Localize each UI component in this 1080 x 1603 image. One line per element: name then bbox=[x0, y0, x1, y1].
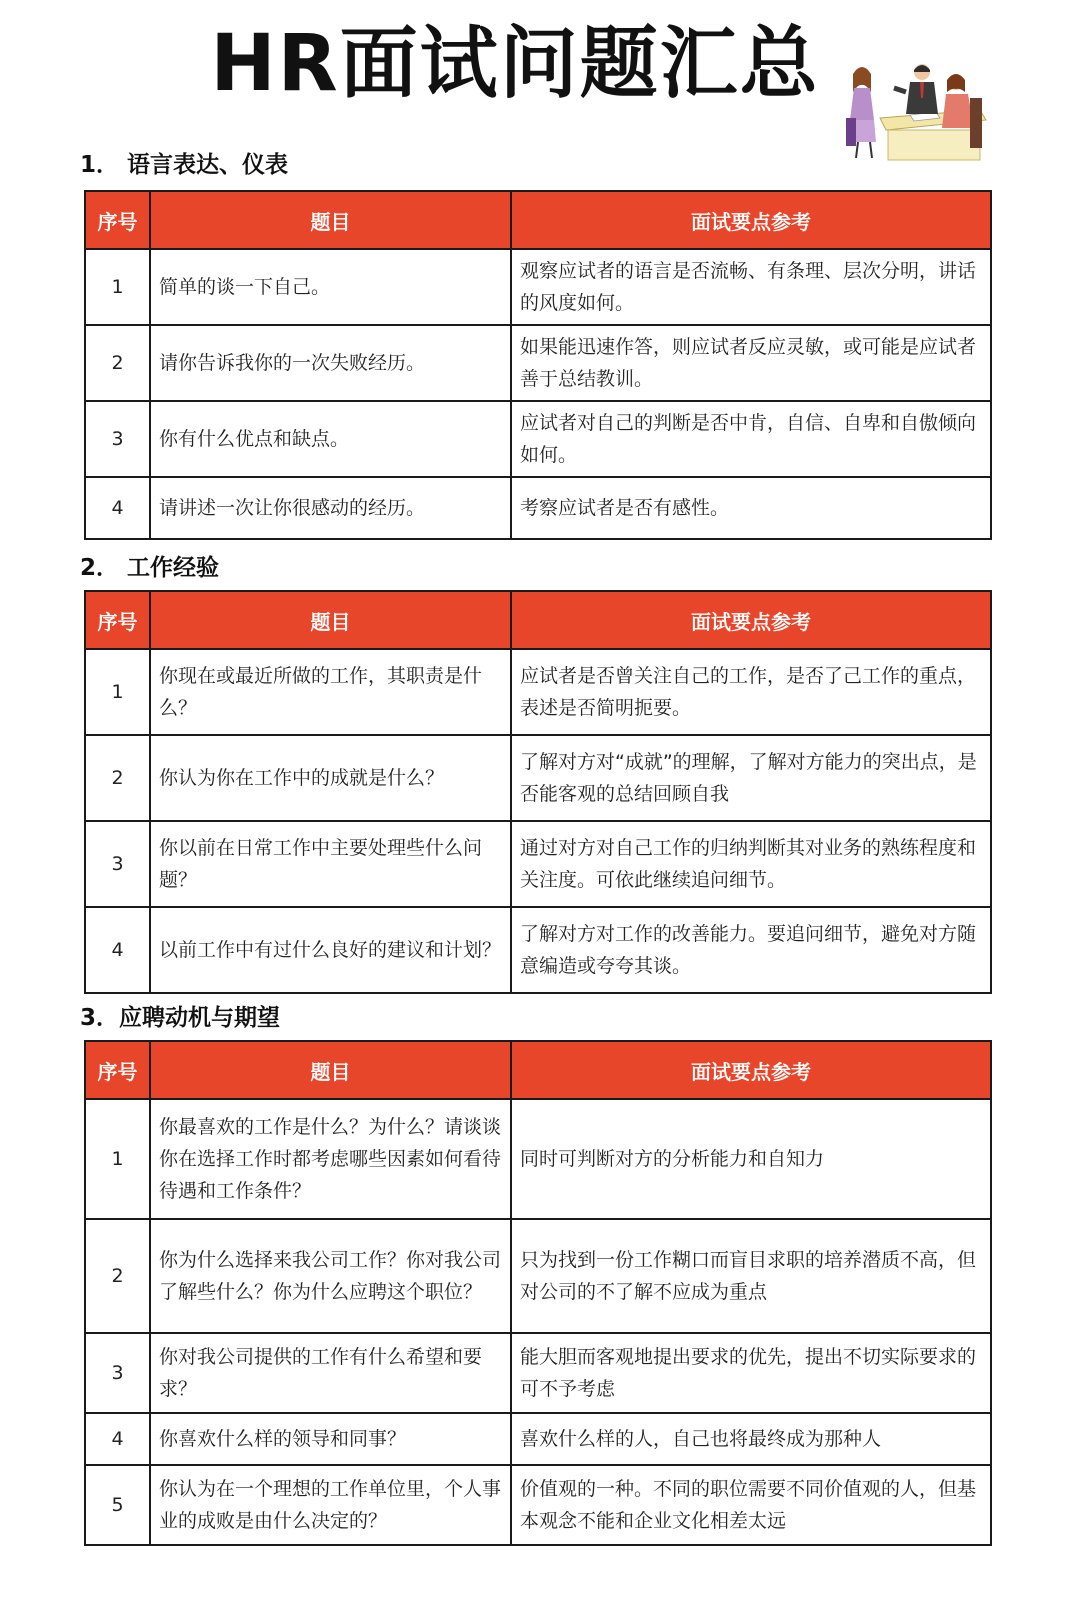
row-num: 1 bbox=[85, 649, 150, 735]
section-heading: 2． 工作经验 bbox=[80, 555, 220, 581]
row-question: 你以前在日常工作中主要处理些什么问题？ bbox=[150, 821, 511, 907]
table-row bbox=[85, 821, 991, 907]
section-heading: 3．应聘动机与期望 bbox=[80, 1005, 281, 1031]
row-num: 2 bbox=[85, 1219, 150, 1333]
row-num: 4 bbox=[85, 1413, 150, 1465]
section-table bbox=[84, 590, 992, 994]
row-key-point: 喜欢什么样的人，自己也将最终成为那种人 bbox=[511, 1413, 991, 1465]
table-header-row bbox=[85, 1041, 991, 1099]
table-row bbox=[85, 401, 991, 477]
header-question: 题目 bbox=[150, 1041, 511, 1099]
row-num: 1 bbox=[85, 249, 150, 325]
section-heading: 1． 语言表达、仪表 bbox=[80, 152, 289, 178]
section-table bbox=[84, 1040, 992, 1546]
row-num: 3 bbox=[85, 1333, 150, 1413]
row-question: 你有什么优点和缺点。 bbox=[150, 401, 511, 477]
row-question: 你现在或最近所做的工作，其职责是什么？ bbox=[150, 649, 511, 735]
row-key-point: 了解对方对工作的改善能力。要追问细节，避免对方随意编造或夸夸其谈。 bbox=[511, 907, 991, 993]
row-question: 请讲述一次让你很感动的经历。 bbox=[150, 477, 511, 539]
table-row bbox=[85, 325, 991, 401]
row-key-point: 同时可判断对方的分析能力和自知力 bbox=[511, 1099, 991, 1219]
row-question: 你认为你在工作中的成就是什么？ bbox=[150, 735, 511, 821]
row-key-point: 只为找到一份工作糊口而盲目求职的培养潜质不高，但对公司的不了解不应成为重点 bbox=[511, 1219, 991, 1333]
table-row bbox=[85, 1413, 991, 1465]
row-question: 你为什么选择来我公司工作？你对我公司了解些什么？你为什么应聘这个职位？ bbox=[150, 1219, 511, 1333]
table-row bbox=[85, 1219, 991, 1333]
row-question: 你对我公司提供的工作有什么希望和要求？ bbox=[150, 1333, 511, 1413]
table-row bbox=[85, 477, 991, 539]
row-num: 2 bbox=[85, 735, 150, 821]
header-key-points: 面试要点参考 bbox=[511, 1041, 991, 1099]
row-question: 你认为在一个理想的工作单位里，个人事业的成败是由什么决定的？ bbox=[150, 1465, 511, 1545]
header-num: 序号 bbox=[85, 191, 150, 249]
row-num: 4 bbox=[85, 477, 150, 539]
row-num: 3 bbox=[85, 821, 150, 907]
row-key-point: 通过对方对自己工作的归纳判断其对业务的熟练程度和关注度。可依此继续追问细节。 bbox=[511, 821, 991, 907]
table-row bbox=[85, 249, 991, 325]
row-key-point: 如果能迅速作答，则应试者反应灵敏，或可能是应试者善于总结教训。 bbox=[511, 325, 991, 401]
row-key-point: 价值观的一种。不同的职位需要不同价值观的人，但基本观念不能和企业文化相差太远 bbox=[511, 1465, 991, 1545]
page-title: HR面试问题汇总 bbox=[210, 19, 820, 109]
row-num: 5 bbox=[85, 1465, 150, 1545]
header-num: 序号 bbox=[85, 591, 150, 649]
row-question: 请你告诉我你的一次失败经历。 bbox=[150, 325, 511, 401]
row-key-point: 能大胆而客观地提出要求的优先，提出不切实际要求的可不予考虑 bbox=[511, 1333, 991, 1413]
table-row bbox=[85, 907, 991, 993]
row-question: 你最喜欢的工作是什么？为什么？请谈谈你在选择工作时都考虑哪些因素如何看待待遇和工作条件？ bbox=[150, 1099, 511, 1219]
header-question: 题目 bbox=[150, 191, 511, 249]
header-key-points: 面试要点参考 bbox=[511, 591, 991, 649]
row-key-point: 应试者是否曾关注自己的工作，是否了己工作的重点，表述是否简明扼要。 bbox=[511, 649, 991, 735]
row-key-point: 应试者对自己的判断是否中肯，自信、自卑和自傲倾向如何。 bbox=[511, 401, 991, 477]
table-row bbox=[85, 1099, 991, 1219]
table-row bbox=[85, 649, 991, 735]
row-num: 4 bbox=[85, 907, 150, 993]
header-key-points: 面试要点参考 bbox=[511, 191, 991, 249]
table-header-row bbox=[85, 591, 991, 649]
table-header-row bbox=[85, 191, 991, 249]
row-num: 2 bbox=[85, 325, 150, 401]
row-question: 简单的谈一下自己。 bbox=[150, 249, 511, 325]
row-question: 你喜欢什么样的领导和同事？ bbox=[150, 1413, 511, 1465]
row-key-point: 考察应试者是否有感性。 bbox=[511, 477, 991, 539]
table-row bbox=[85, 1465, 991, 1545]
row-question: 以前工作中有过什么良好的建议和计划？ bbox=[150, 907, 511, 993]
table-row bbox=[85, 1333, 991, 1413]
header-num: 序号 bbox=[85, 1041, 150, 1099]
section-table bbox=[84, 190, 992, 540]
row-num: 3 bbox=[85, 401, 150, 477]
table-row bbox=[85, 735, 991, 821]
interview-meeting-illustration bbox=[840, 58, 990, 162]
row-key-point: 观察应试者的语言是否流畅、有条理、层次分明，讲话的风度如何。 bbox=[511, 249, 991, 325]
row-key-point: 了解对方对“成就”的理解，了解对方能力的突出点，是否能客观的总结回顾自我 bbox=[511, 735, 991, 821]
header-question: 题目 bbox=[150, 591, 511, 649]
row-num: 1 bbox=[85, 1099, 150, 1219]
